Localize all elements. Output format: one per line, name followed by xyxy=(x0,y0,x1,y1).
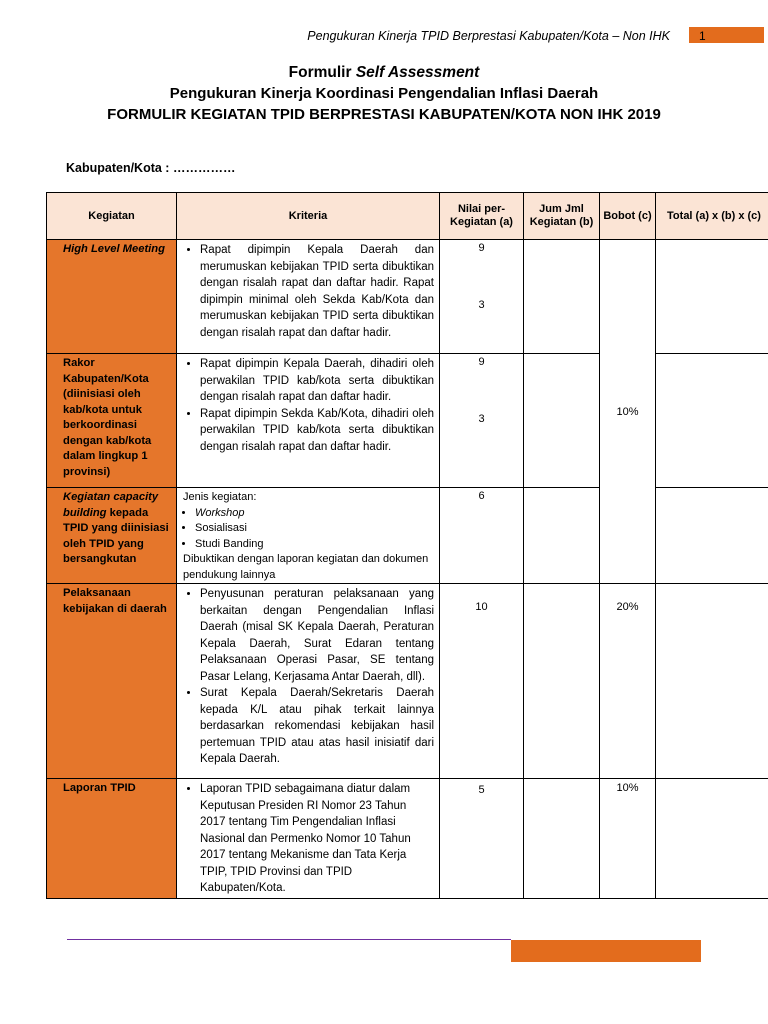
jenis-item: • Workshop xyxy=(195,506,434,522)
bobot-value: 20% xyxy=(616,601,639,613)
kegiatan-cell: Rakor Kabupaten/Kota (diinisiasi oleh kab/kota untuk berkoordinasi dengan kab/kota dalam lingkup 1 provinsi) xyxy=(47,354,177,488)
title-line-3: FORMULIR KEGIATAN TPID BERPRESTASI KABUPATEN/KOTA NON IHK 2019 xyxy=(107,106,661,123)
nilai-value: 10 xyxy=(475,601,488,613)
jum-cell[interactable] xyxy=(524,240,600,354)
nilai-value: 9 xyxy=(478,356,485,368)
jenis-label: Jenis kegiatan: xyxy=(183,491,257,503)
jum-cell[interactable] xyxy=(524,354,600,488)
bobot-value: 10% xyxy=(616,782,639,794)
jum-cell[interactable] xyxy=(524,779,600,899)
kriteria-item: • Penyusunan peraturan pelaksanaan yang berkaitan dengan Pengendalian Inflasi Daerah (misal SK Kepala Daerah, Peraturan Kepala Daerah, Surat Edaran tentang Pelaksanaan Operasi Pasar, SE tentang Pasar Lelang, Kerjasama Antar Daerah, dll). xyxy=(200,586,434,685)
kriteria-cell xyxy=(177,779,440,899)
table-row xyxy=(47,779,768,899)
total-cell[interactable] xyxy=(656,779,768,899)
nilai-value: 3 xyxy=(478,299,485,311)
kegiatan-italic: Kegiatan capacity building xyxy=(63,491,159,519)
running-header: Pengukuran Kinerja TPID Berprestasi Kabupaten/Kota – Non IHK xyxy=(307,29,670,43)
nilai-value: 5 xyxy=(478,784,485,796)
bobot-cell xyxy=(600,584,656,779)
title-prefix: Formulir xyxy=(288,64,356,81)
kegiatan-cell: Laporan TPID xyxy=(47,779,177,899)
kabupaten-field: Kabupaten/Kota : …………… xyxy=(66,161,236,175)
kriteria-item: • Laporan TPID sebagaimana diatur dalam Keputusan Presiden RI Nomor 23 Tahun 2017 tentang Tim Pengendalian Inflasi Nasional dan Permenko Nomor 10 Tahun 2017 tentang Mekanisme dan Tata Kerja TPIP, TPID Provinsi dan TPID Kabupaten/Kota. xyxy=(200,781,434,897)
kriteria-item: • Rapat dipimpin Kepala Daerah, dihadiri oleh perwakilan TPID kab/kota serta dibuktikan dengan risalah rapat dan daftar hadir. xyxy=(200,356,434,406)
jenis-item: • Studi Banding xyxy=(195,537,434,553)
kegiatan-cell xyxy=(47,240,177,354)
table-row xyxy=(47,240,768,354)
nilai-value: 3 xyxy=(478,413,485,425)
bobot-value: 10% xyxy=(616,405,639,418)
page-number: 1 xyxy=(699,29,706,43)
total-cell[interactable] xyxy=(656,584,768,779)
col-bobot: Bobot (c) xyxy=(600,193,656,240)
jenis-footer: Dibuktikan dengan laporan kegiatan dan dokumen pendukung lainnya xyxy=(183,553,429,581)
assessment-table xyxy=(46,192,768,899)
nilai-cell xyxy=(440,584,524,779)
total-cell[interactable] xyxy=(656,354,768,488)
table-row xyxy=(47,584,768,779)
nilai-value: 6 xyxy=(478,490,485,502)
col-total: Total (a) x (b) x (c) xyxy=(656,193,768,240)
jum-cell[interactable] xyxy=(524,584,600,779)
col-jum: Jum Jml Kegiatan (b) xyxy=(524,193,600,240)
kegiatan-label: High Level Meeting xyxy=(63,243,165,255)
document-titles xyxy=(0,62,768,125)
kriteria-item: • Rapat dipimpin Sekda Kab/Kota, dihadiri oleh perwakilan TPID kab/kota serta dibuktikan dengan risalah rapat dan daftar hadir. xyxy=(200,406,434,456)
jum-cell[interactable] xyxy=(524,488,600,584)
col-kriteria: Kriteria xyxy=(177,193,440,240)
nilai-cell xyxy=(440,779,524,899)
kriteria-cell xyxy=(177,240,440,354)
nilai-value: 9 xyxy=(478,242,485,254)
table-row xyxy=(47,488,768,584)
nilai-cell xyxy=(440,488,524,584)
footer-line xyxy=(67,939,511,940)
table-row xyxy=(47,354,768,488)
jenis-item: • Sosialisasi xyxy=(195,521,434,537)
title-line-1 xyxy=(0,62,768,83)
nilai-cell xyxy=(440,240,524,354)
table-header-row xyxy=(47,193,768,240)
title-italic: Self Assessment xyxy=(355,64,480,81)
nilai-cell xyxy=(440,354,524,488)
title-line-2: Pengukuran Kinerja Koordinasi Pengendalian Inflasi Daerah xyxy=(169,85,599,102)
kriteria-item: • Rapat dipimpin Kepala Daerah dan merumuskan kebijakan TPID serta dibuktikan dengan risalah rapat dan daftar hadir. Rapat dipimpin minimal oleh Sekda Kab/Kota dan merumuskan kebijakan TPID serta dibuktikan dengan risalah rapat dan daftar hadir. xyxy=(200,242,434,341)
total-cell[interactable] xyxy=(656,488,768,584)
kriteria-cell xyxy=(177,488,440,584)
footer-box xyxy=(511,940,701,962)
kriteria-cell xyxy=(177,354,440,488)
col-nilai: Nilai per-Kegiatan (a) xyxy=(440,193,524,240)
kriteria-item: • Surat Kepala Daerah/Sekretaris Daerah kepada K/L atau pihak terkait lainnya berdasarkan rekomendasi kebijakan hasil pertemuan TPID atau atas hasil inisiatif dari Kepala Daerah. xyxy=(200,685,434,768)
kegiatan-cell xyxy=(47,488,177,584)
bobot-cell xyxy=(600,779,656,899)
kegiatan-cell: Pelaksanaan kebijakan di daerah xyxy=(47,584,177,779)
kriteria-cell xyxy=(177,584,440,779)
total-cell[interactable] xyxy=(656,240,768,354)
kegiatan-rest: kepada TPID yang diinisiasi oleh TPID yang bersangkutan xyxy=(63,506,169,565)
bobot-cell xyxy=(600,240,656,584)
col-kegiatan: Kegiatan xyxy=(47,193,177,240)
